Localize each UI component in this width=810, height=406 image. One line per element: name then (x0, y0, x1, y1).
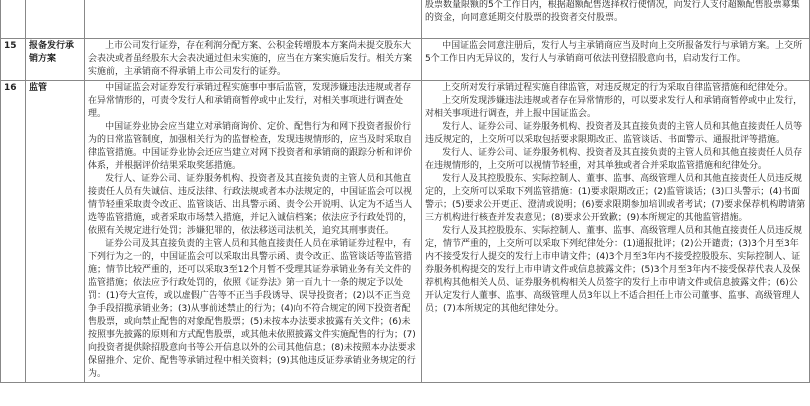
row16-left-para-2: 中国证券业协会应当建立对承销商询价、定价、配售行为和网下投资者报价行为的日常监管制度，加强相关行为的监督检查，发现违规情形的，应当及时采取自律监管措施。中国证券业协会还应当建立对网下投资者和承销商的跟踪分析和评价体系，并根据评价结果采取奖惩措施。 (88, 122, 413, 171)
row16-right-para-3: 发行人、证券公司、证券服务机构、投资者及其直接负责的主管人员和其他直接责任人员等违反规定的，上交所可以采取包括要求限期改正、监管谈话、书面警示、通报批评等措施。 (425, 122, 803, 145)
row16-right-para-4: 发行人、证券公司、证券服务机构、投资者及其直接负责的主管人员和其他直接责任人员存在违规情形的，上交所可以视情节轻重，对其单独或者合并采取监管措施和纪律处分。 (425, 148, 803, 171)
row16-left-para-1: 中国证监会对证券发行承销过程实施事中事后监管，发现涉嫌违法违规或者存在异常情形的，可责令发行人和承销商暂停或中止发行，对相关事项进行调查处理。 (88, 83, 412, 119)
row16-left-para-4: 证券公司及其直接负责的主管人员和其他直接责任人员在承销证券过程中，有下列行为之一的，中国证监会可以采取出具警示函、责令改正、监管谈话等监管措施；情节比较严重的，还可以采取3至12个月暂不受理其证券承销业务有关文件的监管措施；依法应予行政处罚的，依照《证券法》第一百九十一条的规定予以处罚：(1)夸大宣传，或以虚假广告等不正当手段诱导、误导投资者；(2)以不正当竞争手段招揽承销业务；(3)从事前述禁止的行为；(4)向不符合规定的网下投资者配售股票，或向禁止配售的对象配售股票；(5)未按本办法要求披露有关文件；(6)未按照事先披露的原则和方式配售股票，或其他未依照披露文件实施配售的行为；(7)向投资者提供除招股意向书等公开信息以外的公司其他信息；(8)未按照本办法要求保留推介、定价、配售等承销过程中相关资料；(9)其他违反证券承销业务规定的行为。 (88, 239, 416, 379)
row15-left-text: 上市公司发行证券，存在利润分配方案、公积金转增股本方案尚未提交股东大会表决或者虽经股东大会表决通过但未实施的，应当在方案实施后发行。相关方案实施前，主承销商不得承销上市公司发行的证券。 (88, 41, 413, 77)
row-title-15: 报备发行承销方案 (26, 39, 85, 81)
row15-right-text: 中国证监会同意注册后，发行人与主承销商应当及时向上交所报备发行与承销方案。上交所5个工作日内无异议的，发行人与承销商可依法刊登招股意向书，启动发行工作。 (425, 41, 803, 64)
row14-right-cell (422, 0, 810, 39)
row16-right-para-1: 上交所对发行承销过程实施自律监管，对违反规定的行为采取自律监管措施和纪律处分。 (442, 83, 794, 93)
row16-left-cell (85, 81, 422, 383)
row-number-16: 16 (1, 81, 26, 383)
row16-right-para-5: 发行人及其控股股东、实际控制人、董事、监事、高级管理人员和其他直接责任人员违反规定的，上交所可以采取下列监管措施：(1)要求限期改正；(2)监管谈话；(3)口头警示；(4)书面警示；(5)要求公开更正、澄清或说明；(6)要求限期参加培训或者考试；(7)要求保荐机构聘请第三方机构进行核查并发表意见；(8)要求公开致歉；(9)本所规定的其他监管措施。 (425, 174, 806, 223)
row15-left-cell (85, 39, 422, 81)
row16-right-cell (422, 81, 810, 383)
row-number-15: 15 (1, 39, 26, 81)
table-row-15 (1, 39, 810, 81)
row14-left-cell (85, 0, 422, 39)
row16-right-para-6: 发行人及其控股股东、实际控制人、董事、监事、高级管理人员和其他直接责任人员违反规定，情节严重的，上交所可以采取下列纪律处分：(1)通报批评；(2)公开谴责；(3)3个月至3年内不接受发行人提交的发行上市申请文件；(4)3个月至3年内不接受控股股东、实际控制人、证券服务机构提交的发行上市申请文件或信息披露文件；(5)3个月至3年内不接受保荐代表人及保荐机构其他相关人员、证券服务机构相关人员签字的发行上市申请文件或信息披露文件；(6)公开认定发行人董事、监事、高级管理人员3年以上不适合担任上市公司董事、监事、高级管理人员；(7)本所规定的其他纪律处分。 (425, 226, 803, 314)
row-number-14 (1, 0, 26, 39)
row16-right-para-2: 上交所发现涉嫌违法违规或者存在异常情形的，可以要求发行人和承销商暂停或中止发行，对相关事项进行调查，并上报中国证监会。 (425, 96, 803, 119)
table-row-16 (1, 81, 810, 383)
table-row-14 (1, 0, 810, 39)
row-title-14 (26, 0, 85, 39)
row15-right-cell (422, 39, 810, 81)
row14-right-text: 股票数量限额的5个工作日内，根据超额配售选择权行使情况，向发行人支付超额配售股票募集的资金，向同意延期交付股票的投资者交付股票。 (425, 0, 800, 23)
row16-left-para-3: 发行人、证券公司、证券服务机构、投资者及其直接负责的主管人员和其他直接责任人员有失诚信、违反法律、行政法规或者本办法规定的，中国证监会可以视情节轻重采取责令改正、监管谈话、出具警示函、责令公开说明、认定为不适当人选等监管措施，或者采取市场禁入措施，并记入诚信档案；依法应予行政处罚的，依照有关规定进行处罚；涉嫌犯罪的，依法移送司法机关，追究其刑事责任。 (88, 174, 413, 236)
row-title-16: 监管 (26, 81, 85, 383)
